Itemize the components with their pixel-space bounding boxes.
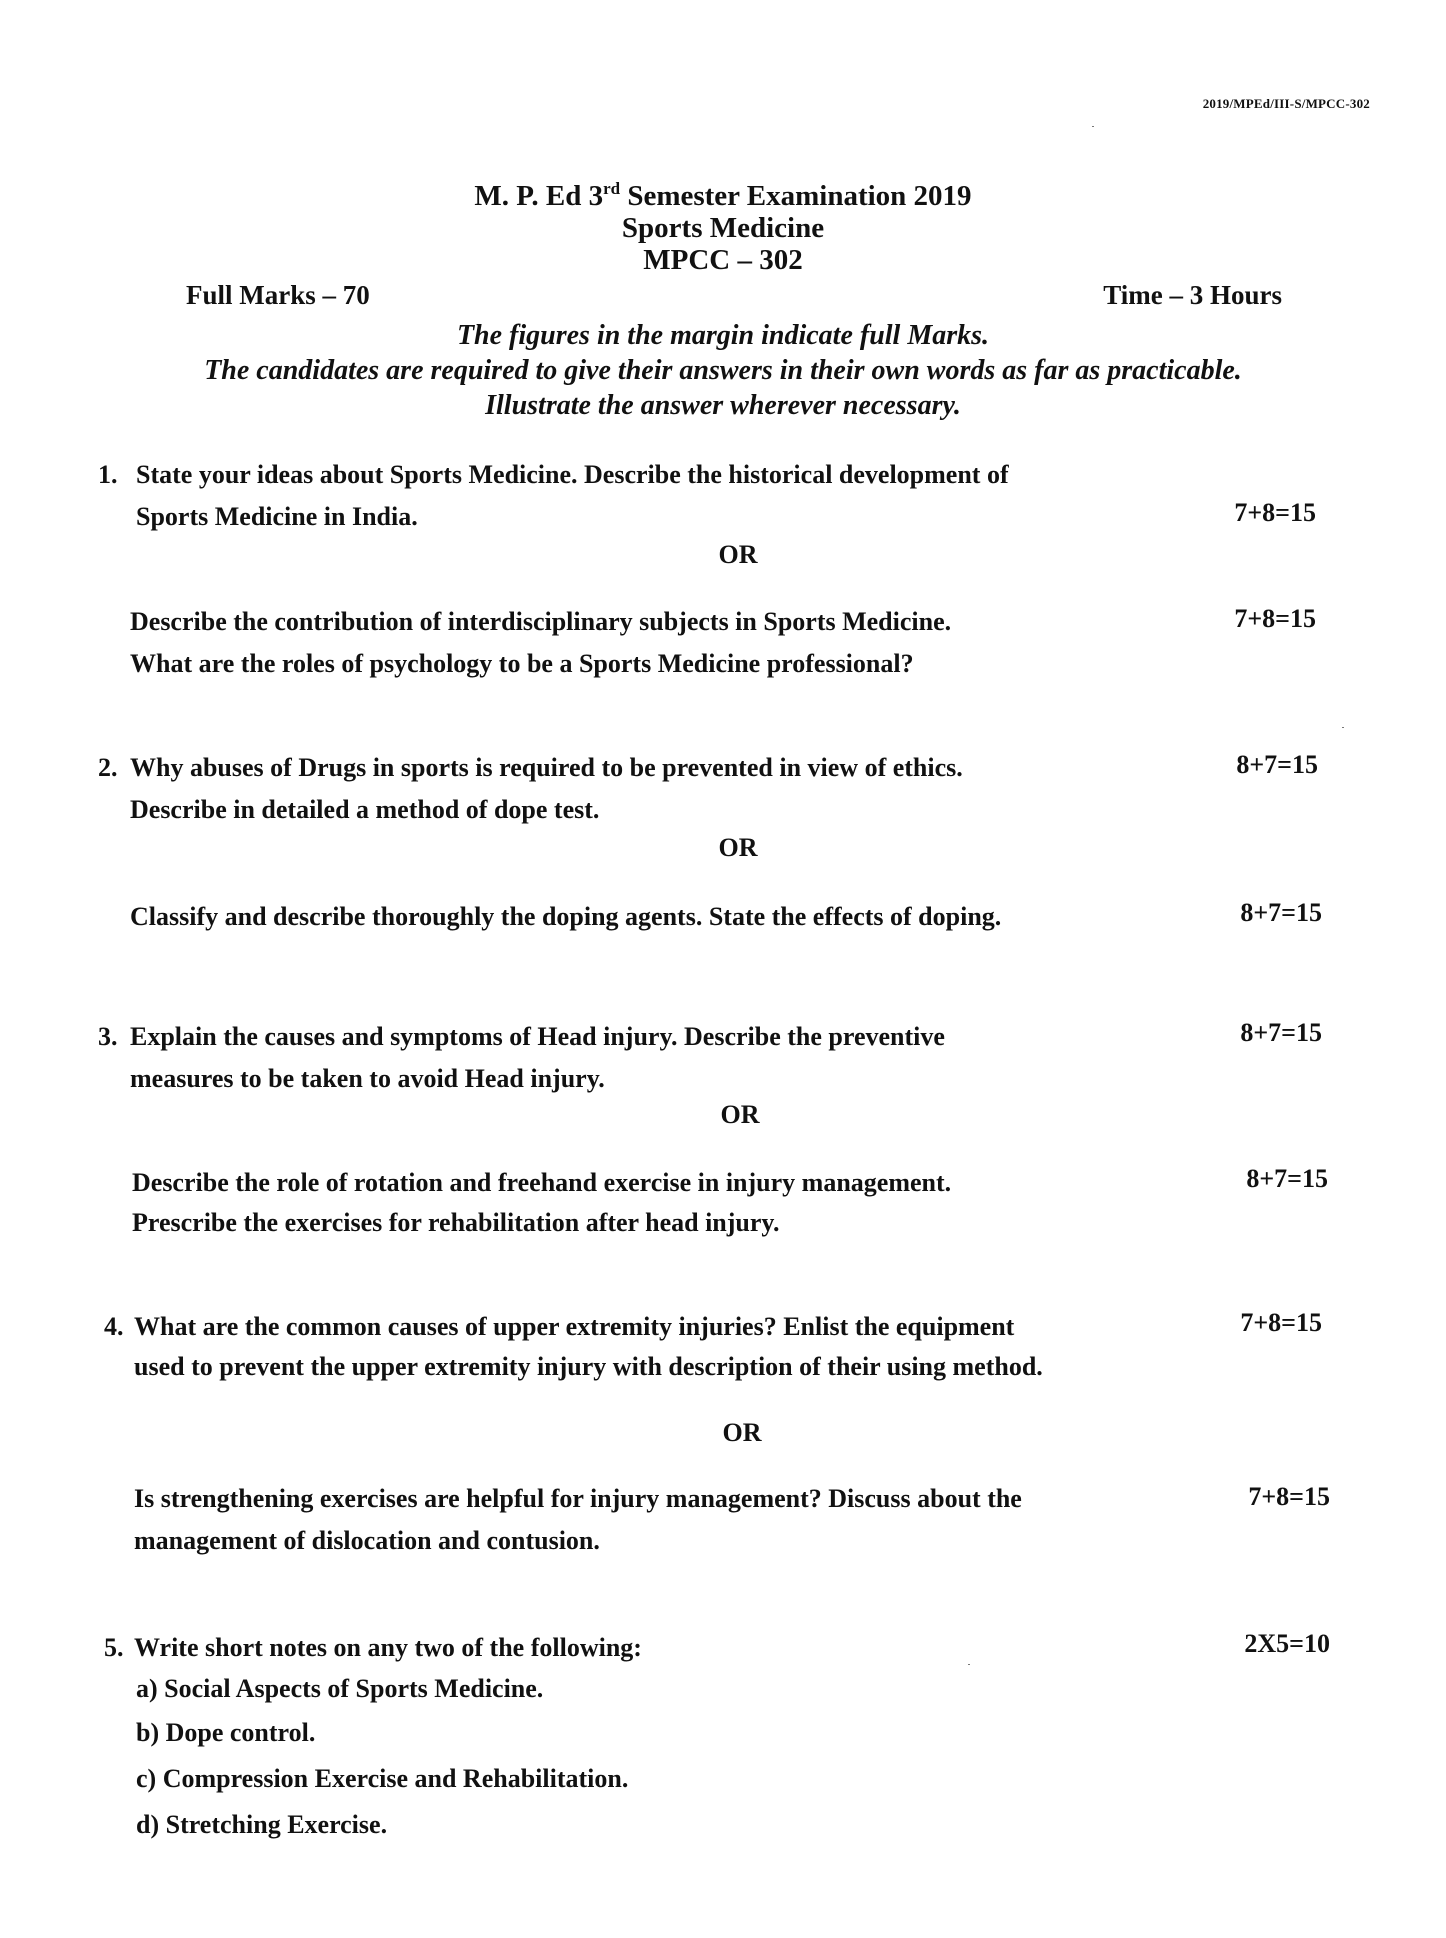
question-4a-line: What are the common causes of upper extremity injuries? Enlist the equipment [134,1312,1015,1341]
question-2a-marks: 8+7=15 [1236,750,1318,779]
exam-title-superscript: rd [603,179,621,198]
question-1b-line: Describe the contribution of interdisciplinary subjects in Sports Medicine. [130,607,952,636]
question-3b-line: Prescribe the exercises for rehabilitation after head injury. [132,1208,780,1237]
instruction-line: Illustrate the answer wherever necessary. [485,390,961,421]
question-2b-line: Classify and describe thoroughly the doping agents. State the effects of doping. [130,902,1002,931]
question-4a-line: used to prevent the upper extremity injury with description of their using method. [134,1352,1043,1381]
time-allowed: Time – 3 Hours [1103,280,1282,310]
question-3b-line: Describe the role of rotation and freehand exercise in injury management. [132,1168,952,1197]
short-note-option: d) Stretching Exercise. [136,1810,388,1839]
question-number: 3. [98,1022,118,1051]
question-4b-line: Is strengthening exercises are helpful for injury management? Discuss about the [134,1484,1022,1513]
question-4b-line: management of dislocation and contusion. [134,1526,600,1555]
question-1a-marks: 7+8=15 [1234,498,1316,527]
question-3a-line: Explain the causes and symptoms of Head injury. Describe the preventive [130,1022,945,1051]
exam-title-prefix: M. P. Ed 3 [474,180,604,212]
question-5-stem: Write short notes on any two of the following: [134,1633,642,1662]
or-separator: OR [718,833,758,862]
exam-title [0,180,1446,212]
question-number: 2. [98,753,118,782]
paper-code: MPCC – 302 [643,244,803,276]
short-note-option: b) Dope control. [136,1718,316,1747]
short-note-option: a) Social Aspects of Sports Medicine. [136,1674,544,1703]
instruction-line: The figures in the margin indicate full Marks. [456,320,990,351]
or-separator: OR [720,1100,760,1129]
question-4b-marks: 7+8=15 [1248,1482,1330,1511]
question-3b-marks: 8+7=15 [1246,1164,1328,1193]
question-1b-line: What are the roles of psychology to be a Sports Medicine professional? [130,649,914,678]
scan-speck [1092,126,1094,127]
question-4a-marks: 7+8=15 [1240,1308,1322,1337]
exam-title-suffix: Semester Examination 2019 [620,180,972,212]
question-number: 4. [104,1312,124,1341]
question-2a-line: Describe in detailed a method of dope test. [130,795,600,824]
or-separator: OR [722,1418,762,1447]
question-1a-line: Sports Medicine in India. [136,502,418,531]
question-number: 5. [104,1633,124,1662]
question-1b-marks: 7+8=15 [1234,604,1316,633]
scan-speck [1342,727,1344,728]
scan-speck [968,1664,970,1665]
instruction-line: The candidates are required to give their answers in their own words as far as practicable. [204,355,1242,386]
full-marks: Full Marks – 70 [186,280,370,310]
question-2b-marks: 8+7=15 [1240,898,1322,927]
paper-code-reference: 2019/MPEd/III-S/MPCC-302 [1202,96,1370,111]
question-3a-marks: 8+7=15 [1240,1018,1322,1047]
question-3a-line: measures to be taken to avoid Head injury. [130,1064,605,1093]
question-number: 1. [98,460,118,489]
question-1a-line: State your ideas about Sports Medicine. Describe the historical development of [136,460,1009,489]
short-note-option: c) Compression Exercise and Rehabilitation. [136,1764,629,1793]
subject-name: Sports Medicine [621,212,825,244]
question-5-marks: 2X5=10 [1244,1629,1330,1658]
question-2a-line: Why abuses of Drugs in sports is required to be prevented in view of ethics. [130,753,963,782]
or-separator: OR [718,540,758,569]
